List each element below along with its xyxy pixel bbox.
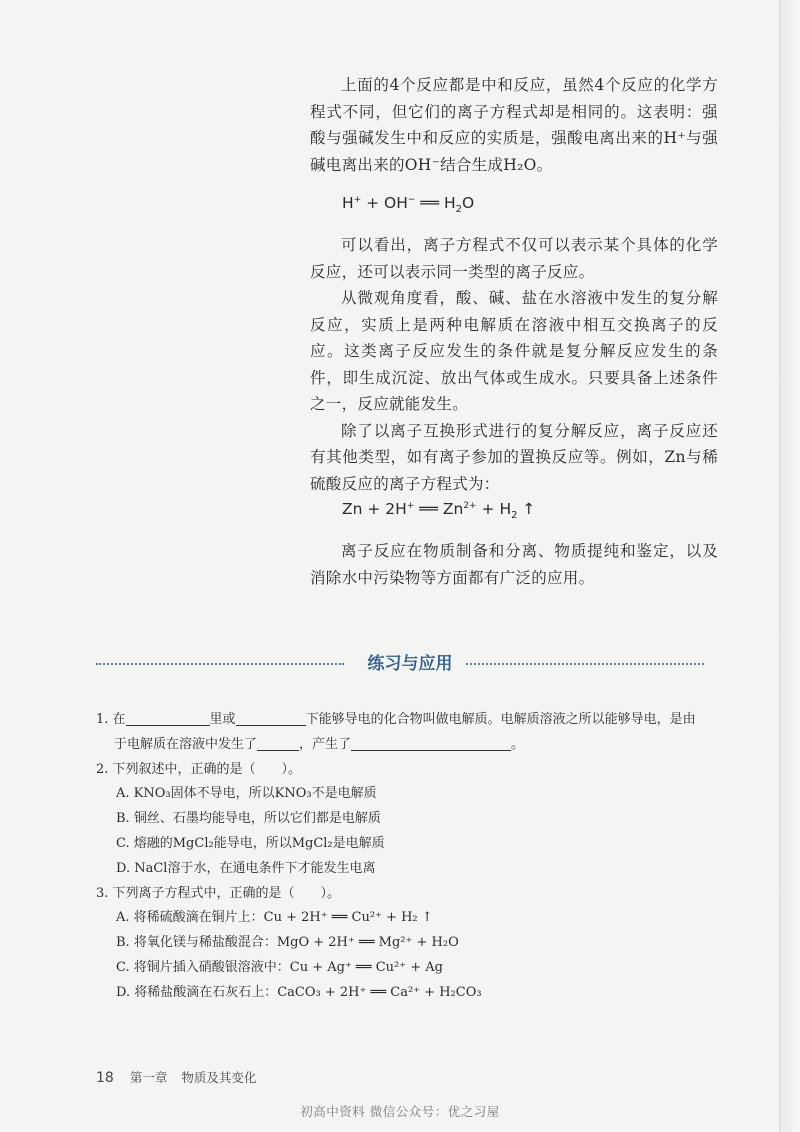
question-2-option-b: B. 铜丝、石墨均能导电，所以它们都是电解质	[116, 811, 381, 827]
answer-blank[interactable]	[257, 735, 299, 751]
paragraph-block-2	[310, 232, 718, 497]
ionic-equation-neutralization: H+ + OH− ══ $H_2O$	[342, 194, 475, 216]
question-3-stem: 3. 下列离子方程式中，正确的是（ ）。	[96, 885, 341, 901]
question-3-option-c: C. 将铜片插入硝酸银溶液中：Cu + Ag⁺ ══ Cu²⁺ + Ag	[116, 959, 443, 975]
question-3-option-a: A. 将稀硫酸滴在铜片上：Cu + 2H⁺ ══ Cu²⁺ + H₂ ↑	[116, 910, 433, 926]
page-number: 18	[96, 1070, 114, 1086]
bottom-note: 初高中资料 微信公众号：优之习屋	[300, 1104, 500, 1119]
paragraph-block-1	[310, 72, 718, 178]
section-title: 练习与应用	[367, 654, 453, 674]
paragraph: 离子反应在物质制备和分离、物质提纯和鉴定，以及消除水中污染物等方面都有广泛的应用。	[310, 542, 718, 587]
page-edge	[779, 0, 780, 1132]
ionic-equation-zinc: Zn + 2H+ ══ $Zn^{2+} + H_2$ ↑	[342, 500, 536, 522]
exercise-list	[96, 708, 716, 1006]
answer-blank[interactable]	[126, 710, 210, 726]
dotted-divider-right	[466, 663, 704, 665]
paragraph: 上面的4个反应都是中和反应，虽然4个反应的化学方程式不同，但它们的离子方程式却是相同的。这表明：强酸与强碱发生中和反应的实质是，强酸电离出来的H⁺与强碱电离出来的OH⁻结合生成H₂O。	[310, 76, 718, 174]
page-footer	[96, 1068, 256, 1086]
page-shadow	[780, 0, 800, 1132]
chapter-title: 物质及其变化	[181, 1070, 257, 1085]
paragraph: 除了以离子互换形式进行的复分解反应，离子反应还有其他类型，如有离子参加的置换反应等。例如，Zn与稀硫酸反应的离子方程式为：	[310, 421, 718, 493]
question-2-stem: 2. 下列叙述中，正确的是（ ）。	[96, 761, 302, 777]
dotted-divider-left	[96, 663, 344, 665]
question-2-option-d: D. NaCl溶于水，在通电条件下才能发生电离	[116, 860, 376, 876]
question-3-option-d: D. 将稀盐酸滴在石灰石上：CaCO₃ + 2H⁺ ══ Ca²⁺ + H₂CO₃	[116, 984, 482, 1000]
question-2-option-c: C. 熔融的MgCl₂能导电，所以MgCl₂是电解质	[116, 835, 385, 851]
question-3-option-b: B. 将氧化镁与稀盐酸混合：MgO + 2H⁺ ══ Mg²⁺ + H₂O	[116, 935, 459, 951]
paragraph: 从微观角度看，酸、碱、盐在水溶液中发生的复分解反应，实质上是两种电解质在溶液中相互交换离子的反应。这类离子反应发生的条件就是复分解反应发生的条件，即生成沉淀、放出气体或生成水。只要具备上述条件之一，反应就能发生。	[310, 289, 718, 413]
section-header	[96, 650, 704, 678]
answer-blank[interactable]	[351, 735, 511, 751]
paragraph: 可以看出，离子方程式不仅可以表示某个具体的化学反应，还可以表示同一类型的离子反应。	[310, 236, 718, 281]
paragraph-block-3	[310, 538, 718, 591]
question-2-option-a: A. KNO₃固体不导电，所以KNO₃不是电解质	[116, 786, 377, 802]
question-1: 1. 在 里或 下能够导电的化合物叫做电解质。电解质溶液之所以能够导电，是由	[96, 712, 696, 727]
question-1-continued: 于电解质在溶液中发生了 ，产生了 。	[114, 736, 525, 752]
answer-blank[interactable]	[236, 710, 306, 726]
chapter-label: 第一章	[129, 1070, 168, 1085]
